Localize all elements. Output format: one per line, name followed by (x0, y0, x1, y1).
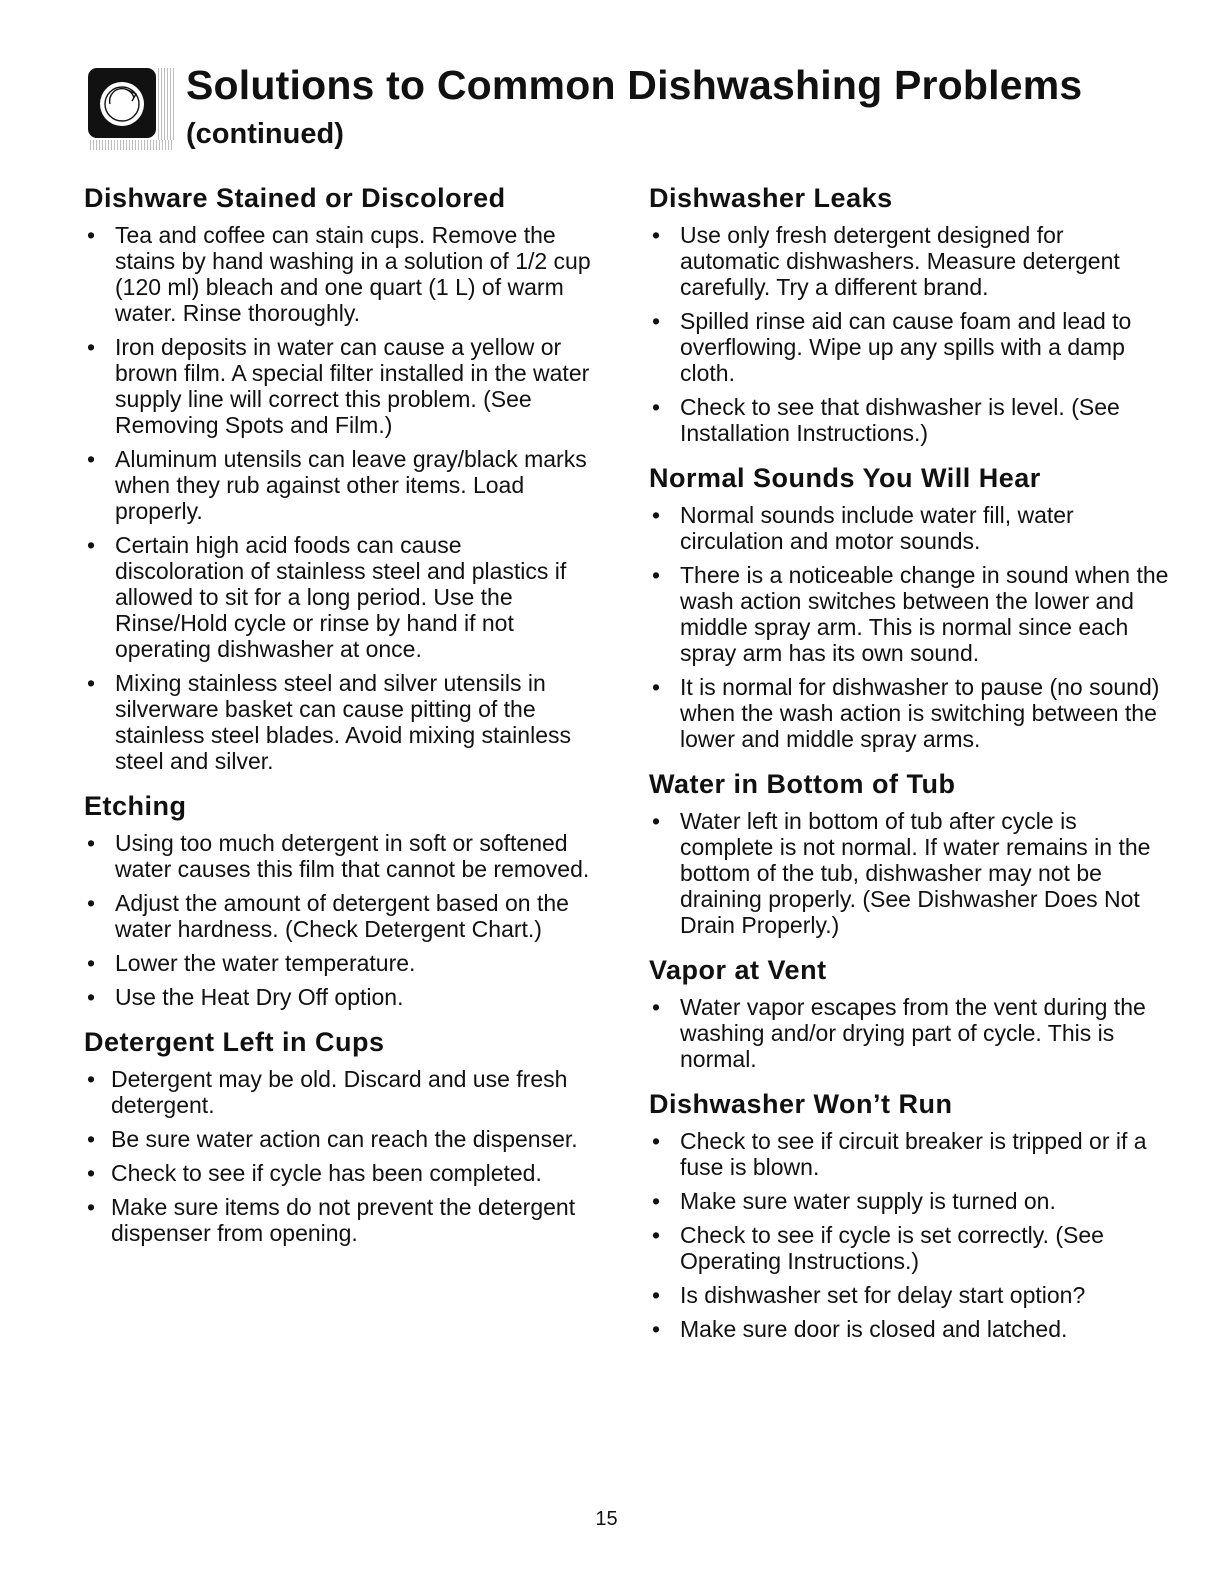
list-item-text: Lower the water temperature. (115, 950, 416, 976)
list-item-text: Detergent may be old. Discard and use fresh detergent. (111, 1066, 568, 1118)
bullet-icon: • (652, 1316, 661, 1342)
section-detergent-left (84, 1024, 594, 1246)
list-item (84, 334, 594, 438)
list-item-text: Check to see if circuit breaker is tripped or if a fuse is blown. (680, 1128, 1147, 1180)
list-item (649, 308, 1169, 386)
list-item-text: Check to see if cycle has been completed. (111, 1160, 542, 1186)
bullet-icon: • (652, 394, 661, 420)
section-heading: Dishwasher Won’t Run (649, 1089, 953, 1119)
bullet-list (649, 502, 1169, 752)
list-item (84, 1066, 594, 1118)
list-item (649, 502, 1169, 554)
list-item-text: Certain high acid foods can cause discoloration of stainless steel and plastics if allowed to sit for a long period. Use the Rinse/Hold cycle or rinse by hand if not operating dishwasher at once. (115, 532, 567, 662)
bullet-icon: • (652, 1282, 661, 1308)
section-heading: Vapor at Vent (649, 955, 827, 985)
troubleshooting-book-icon (88, 68, 156, 138)
list-item-text: Iron deposits in water can cause a yellow or brown film. A special filter installed in the water supply line will correct this problem. (See Removing Spots and Film.) (115, 334, 590, 438)
bullet-icon: • (87, 446, 96, 472)
section-heading: Dishware Stained or Discolored (84, 183, 506, 213)
list-item (649, 1188, 1169, 1214)
list-item-text: Normal sounds include water fill, water circulation and motor sounds. (680, 502, 1074, 554)
section-etching (84, 788, 594, 1010)
bullet-icon: • (652, 994, 661, 1020)
right-column (649, 180, 1169, 1356)
bullet-list (84, 830, 594, 1010)
section-heading: Detergent Left in Cups (84, 1027, 385, 1057)
list-item-text: Spilled rinse aid can cause foam and lead to overflowing. Wipe up any spills with a damp cloth. (680, 308, 1132, 386)
section-heading: Dishwasher Leaks (649, 183, 893, 213)
list-item-text: Make sure water supply is turned on. (680, 1188, 1056, 1214)
list-item-text: Tea and coffee can stain cups. Remove the stains by hand washing in a solution of 1/2 cup (120 ml) bleach and one quart (1 L) of warm water. Rinse thoroughly. (115, 222, 591, 326)
list-item (649, 1222, 1169, 1274)
bullet-icon: • (652, 674, 661, 700)
list-item (84, 670, 594, 774)
list-item (84, 984, 594, 1010)
list-item (649, 222, 1169, 300)
list-item (84, 830, 594, 882)
list-item-text: Use only fresh detergent designed for automatic dishwashers. Measure detergent carefully. Try a different brand. (680, 222, 1120, 300)
bullet-icon: • (652, 1188, 661, 1214)
section-heading: Normal Sounds You Will Hear (649, 463, 1041, 493)
bullet-list (649, 994, 1169, 1072)
bullet-icon: • (87, 1194, 96, 1220)
list-item-text: Using too much detergent in soft or softened water causes this film that cannot be removed. (115, 830, 590, 882)
list-item (649, 994, 1169, 1072)
page-number: 15 (595, 1508, 618, 1530)
left-column (84, 180, 594, 1260)
bullet-icon: • (652, 808, 661, 834)
list-item-text: Make sure door is closed and latched. (680, 1316, 1068, 1342)
bullet-icon: • (87, 1066, 96, 1092)
section-dishwasher-leaks (649, 180, 1169, 446)
list-item-text: Water left in bottom of tub after cycle is complete is not normal. If water remains in the bottom of the tub, dishwasher may not be draining properly. (See Dishwasher Does Not Drain Properly.) (680, 808, 1151, 938)
page-title: Solutions to Common Dishwashing Problems (186, 62, 1083, 108)
bullet-icon: • (652, 1128, 661, 1154)
bullet-icon: • (87, 1126, 96, 1152)
bullet-icon: • (652, 222, 661, 248)
header-shadow-bottom (90, 140, 174, 150)
list-item-text: Check to see if cycle is set correctly. (See Operating Instructions.) (680, 1222, 1104, 1274)
bullet-icon: • (87, 222, 96, 248)
section-heading: Water in Bottom of Tub (649, 769, 956, 799)
bullet-icon: • (87, 334, 96, 360)
list-item (649, 808, 1169, 938)
list-item (84, 1160, 594, 1186)
section-dishware-stained (84, 180, 594, 774)
bullet-icon: • (87, 670, 96, 696)
bullet-icon: • (652, 308, 661, 334)
bullet-icon: • (87, 830, 96, 856)
bullet-icon: • (652, 1222, 661, 1248)
list-item (84, 950, 594, 976)
list-item (84, 1194, 594, 1246)
list-item-text: Use the Heat Dry Off option. (115, 984, 404, 1010)
list-item (84, 532, 594, 662)
list-item-text: There is a noticeable change in sound when the wash action switches between the lower and middle spray arm. This is normal since each spray arm has its own sound. (680, 562, 1169, 666)
list-item-text: Is dishwasher set for delay start option? (680, 1282, 1086, 1308)
bullet-icon: • (87, 890, 96, 916)
bullet-list (84, 222, 594, 774)
bullet-icon: • (87, 532, 96, 558)
page-subtitle: (continued) (186, 118, 344, 150)
list-item-text: Water vapor escapes from the vent during the washing and/or drying part of cycle. This is normal. (680, 994, 1146, 1072)
list-item-text: Check to see that dishwasher is level. (See Installation Instructions.) (680, 394, 1120, 446)
bullet-list (84, 1066, 594, 1246)
section-vapor-at-vent (649, 952, 1169, 1072)
bullet-list (649, 1128, 1169, 1342)
section-normal-sounds (649, 460, 1169, 752)
bullet-icon: • (87, 984, 96, 1010)
list-item-text: Make sure items do not prevent the detergent dispenser from opening. (111, 1194, 576, 1246)
section-water-in-tub (649, 766, 1169, 938)
list-item (649, 1282, 1169, 1308)
list-item (84, 890, 594, 942)
list-item (84, 222, 594, 326)
list-item (649, 562, 1169, 666)
list-item (84, 1126, 594, 1152)
section-heading: Etching (84, 791, 187, 821)
bullet-icon: • (87, 950, 96, 976)
bullet-list (649, 222, 1169, 446)
list-item-text: Adjust the amount of detergent based on the water hardness. (Check Detergent Chart.) (115, 890, 569, 942)
list-item (649, 1316, 1169, 1342)
section-wont-run (649, 1086, 1169, 1342)
list-item-text: It is normal for dishwasher to pause (no sound) when the wash action is switching between the lower and middle spray arms. (680, 674, 1160, 752)
bullet-icon: • (652, 502, 661, 528)
header-shadow (158, 68, 174, 150)
list-item (84, 446, 594, 524)
list-item (649, 394, 1169, 446)
list-item (649, 674, 1169, 752)
bullet-icon: • (652, 562, 661, 588)
list-item-text: Aluminum utensils can leave gray/black marks when they rub against other items. Load properly. (115, 446, 587, 524)
bullet-list (649, 808, 1169, 938)
list-item-text: Be sure water action can reach the dispenser. (111, 1126, 578, 1152)
list-item (649, 1128, 1169, 1180)
list-item-text: Mixing stainless steel and silver utensils in silverware basket can cause pitting of the stainless steel blades. Avoid mixing stainless steel and silver. (115, 670, 571, 774)
bullet-icon: • (87, 1160, 96, 1186)
